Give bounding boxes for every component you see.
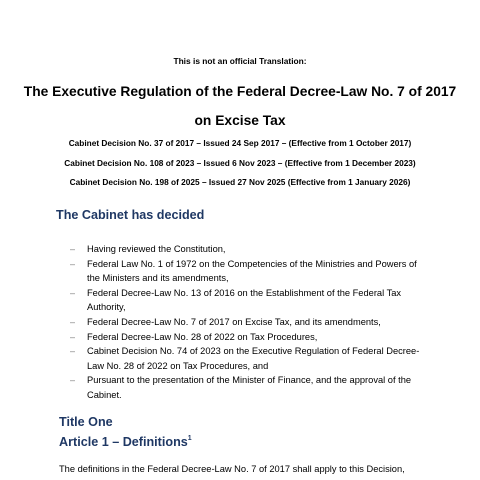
cabinet-decisions-list: [0, 134, 480, 193]
recital-item: [70, 257, 423, 286]
section-heading: The Cabinet has decided: [56, 208, 205, 222]
recital-text: Federal Decree-Law No. 7 of 2017 on Excise Tax, and its amendments,: [87, 316, 381, 327]
recital-dash: –: [70, 316, 76, 327]
recital-item: [70, 315, 423, 330]
recital-dash: –: [70, 375, 76, 386]
recital-text: Having reviewed the Constitution,: [87, 244, 226, 254]
recital-dash: –: [70, 244, 76, 254]
disclaimer: This is not an official Translation:: [173, 56, 307, 66]
recital-dash: –: [70, 287, 76, 298]
recital-text: Federal Decree-Law No. 28 of 2022 on Tax Procedures,: [87, 331, 318, 342]
article-body-text: The definitions in the Federal Decree-Law No. 7 of 2017 shall apply to this Decision,: [59, 464, 405, 474]
footnote-reference[interactable]: 1: [187, 435, 192, 442]
recitals-list: [70, 242, 423, 403]
document-title: The Executive Regulation of the Federal Decree-Law No. 7 of 2017 on Excise Tax: [23, 84, 457, 128]
recital-item: [70, 373, 423, 402]
cabinet-decision: Cabinet Decision No. 108 of 2023 – Issued 6 Nov 2023 – (Effective from 1 December 2023): [64, 157, 416, 168]
recital-text: Federal Decree-Law No. 13 of 2016 on the Establishment of the Federal Tax Authority,: [87, 287, 402, 313]
recital-item: [70, 344, 423, 373]
recital-text: Pursuant to the presentation of the Minister of Finance, and the approval of the Cabinet.: [87, 375, 412, 400]
recital-item: [70, 330, 423, 345]
recital-text: Cabinet Decision No. 74 of 2023 on the Executive Regulation of Federal Decree-Law No. 28 of 2022 on Tax Procedures, and: [87, 346, 420, 371]
recital-item: [70, 242, 423, 257]
recital-dash: –: [70, 331, 76, 342]
title-heading: Title One: [59, 415, 113, 429]
article-heading: [59, 435, 192, 449]
recital-text: Federal Law No. 1 of 1972 on the Competencies of the Ministries and Powers of the Ministers and its amendments,: [87, 258, 417, 284]
recital-dash: –: [70, 346, 76, 357]
recital-item: [70, 286, 423, 315]
cabinet-decision: Cabinet Decision No. 37 of 2017 – Issued 24 Sep 2017 – (Effective from 1 October 2017): [68, 138, 412, 148]
cabinet-decision: Cabinet Decision No. 198 of 2025 – Issued 27 Nov 2025 (Effective from 1 January 2026): [69, 177, 411, 187]
recital-dash: –: [70, 258, 76, 269]
article-heading-text: Article 1 – Definitions: [59, 435, 188, 449]
